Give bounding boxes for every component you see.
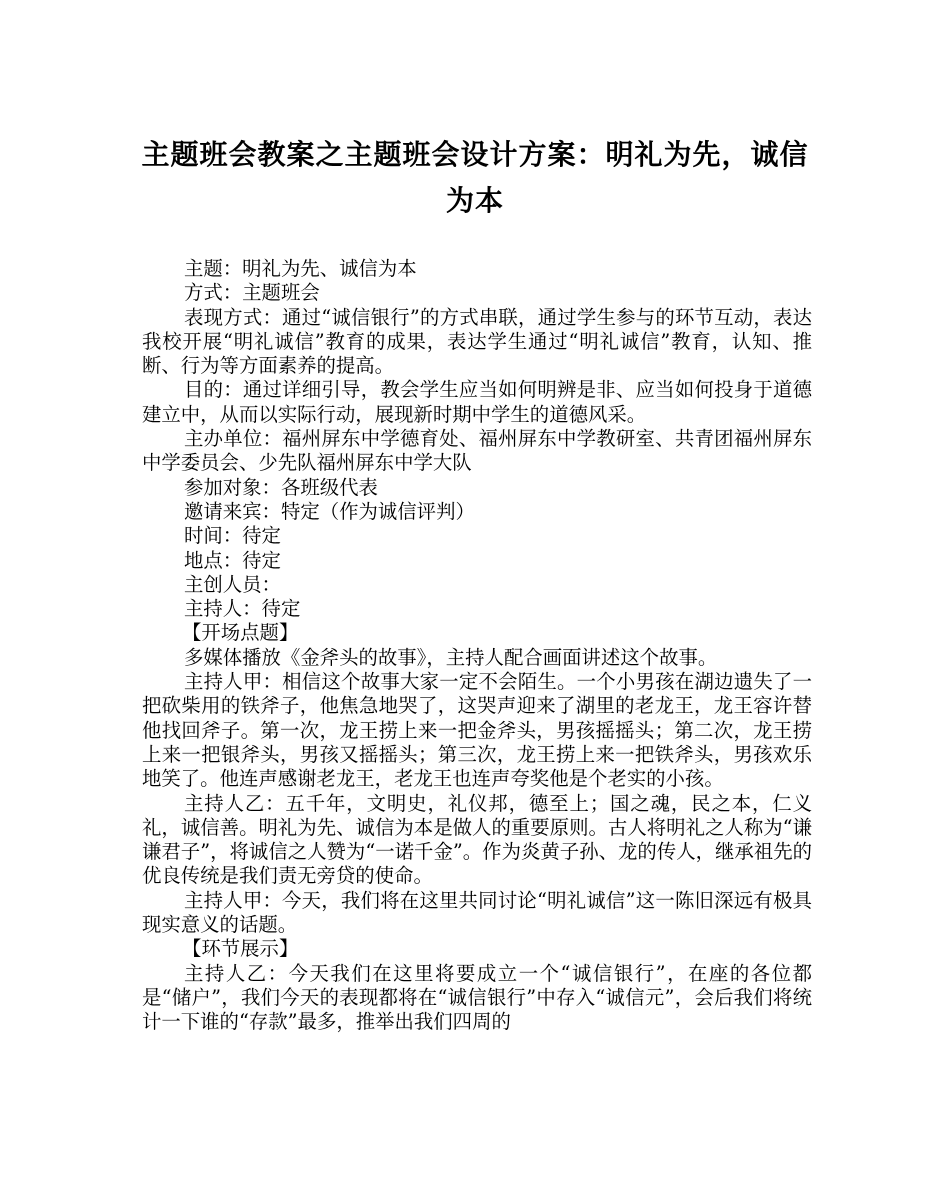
section-heading-activities: 【环节展示】 <box>182 937 299 961</box>
paragraph-time: 时间：待定 <box>184 524 281 548</box>
paragraph-guests: 邀请来宾：特定（作为诚信评判） <box>184 499 475 523</box>
paragraph-host-b-bank: 主持人乙：今天我们在这里将要成立一个“诚信银行”，在座的各位都是“储户”，我们今天的表现都将在“诚信银行”中存入“诚信元”，会后我们将统计一下谁的“存款”最多，推举出我们四周的 <box>142 961 812 1034</box>
paragraph-host-a-story: 主持人甲：相信这个故事大家一定不会陌生。一个小男孩在湖边遗失了一把砍柴用的铁斧子，他焦急地哭了，这哭声迎来了湖里的老龙王，龙王容许替他找回斧子。第一次，龙王捞上来一把金斧头，男孩摇摇头；第二次，龙王捞上来一把银斧头，男孩又摇摇头；第三次，龙王捞上来一把铁斧头，男孩欢乐地笑了。他连声感谢老龙王，老龙王也连声夸奖他是个老实的小孩。 <box>142 670 812 791</box>
paragraph-host-a-topic: 主持人甲：今天，我们将在这里共同讨论“明礼诚信”这一陈旧深远有极具现实意义的话题。 <box>142 888 812 937</box>
paragraph-purpose: 目的：通过详细引导，教会学生应当如何明辨是非、应当如何投身于道德建立中，从而以实际行动，展现新时期中学生的道德风采。 <box>142 378 812 426</box>
paragraph-format: 方式：主题班会 <box>184 281 320 305</box>
paragraph-host-b-principles: 主持人乙：五千年，文明史，礼仪邦，德至上；国之魂，民之本，仁义礼，诚信善。明礼为先、诚信为本是做人的重要原则。古人将明礼之人称为“谦谦君子”，将诚信之人赞为“一诺千金”。作为炎黄子孙、龙的传人，继承祖先的优良传统是我们责无旁贷的使命。 <box>142 791 812 888</box>
section-heading-opening: 【开场点题】 <box>182 621 299 645</box>
paragraph-creators: 主创人员： <box>184 572 281 596</box>
paragraph-presentation: 表现方式：通过“诚信银行”的方式串联，通过学生参与的环节互动，表达我校开展“明礼诚信”教育的成果，表达学生通过“明礼诚信”教育，认知、推断、行为等方面素养的提高。 <box>142 305 812 378</box>
paragraph-location: 地点：待定 <box>184 548 281 572</box>
paragraph-participants: 参加对象：各班级代表 <box>184 475 378 499</box>
paragraph-topic: 主题：明礼为先、诚信为本 <box>184 257 417 280</box>
document-title: 主题班会教案之主题班会设计方案：明礼为先，诚信为本 <box>141 138 809 217</box>
paragraph-host: 主持人：待定 <box>184 597 301 621</box>
paragraph-multimedia: 多媒体播放《金斧头的故事》，主持人配合画面讲述这个故事。 <box>184 645 718 669</box>
document-body <box>142 257 812 1035</box>
paragraph-organizers: 主办单位：福州屏东中学德育处、福州屏东中学教研室、共青团福州屏东中学委员会、少先队福州屏东中学大队 <box>142 427 812 475</box>
